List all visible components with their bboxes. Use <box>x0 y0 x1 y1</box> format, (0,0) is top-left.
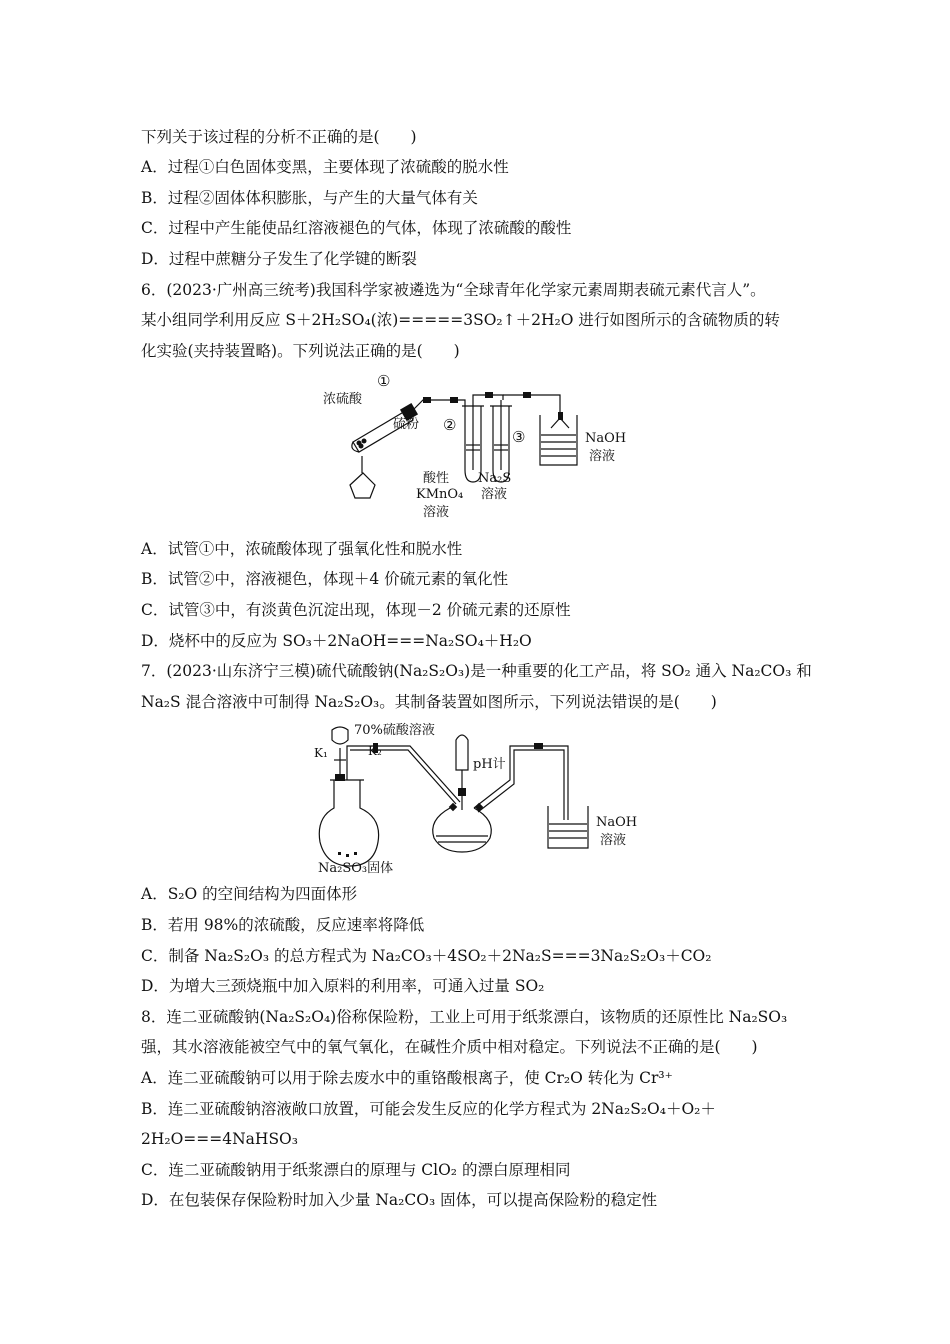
q5-option-a: A．过程①白色固体变黑，主要体现了浓硫酸的脱水性 <box>141 158 509 176</box>
q8-option-b-line-2: 2H₂O===4NaHSO₃ <box>141 1130 298 1148</box>
q8-line-1: 8．连二亚硫酸钠(Na₂S₂O₄)俗称保险粉，工业上可用于纸浆漂白，该物质的还原性比 Na₂SO₃ <box>141 1008 788 1026</box>
label-naoh-1: NaOH <box>596 815 638 830</box>
label-naoh-2: 溶液 <box>600 833 627 848</box>
q7-option-d: D．为增大三颈烧瓶中加入原料的利用率，可通入过量 SO₂ <box>141 977 545 995</box>
label-conc-acid: 浓硫酸 <box>323 392 363 407</box>
label-k1: K₁ <box>314 746 328 760</box>
q7-apparatus-figure <box>310 720 665 878</box>
q7-line-2: Na₂S 混合溶液中可制得 Na₂S₂O₃。其制备装置如图所示，下列说法错误的是( ) <box>141 693 717 711</box>
q8-option-d: D．在包装保存保险粉时加入少量 Na₂CO₃ 固体，可以提高保险粉的稳定性 <box>141 1191 658 1209</box>
q6-line-1: 6．(2023·广州高三统考)我国科学家被遴选为“全球青年化学家元素周期表硫元素代言人”。 <box>141 281 766 299</box>
alcohol-lamp <box>350 473 375 498</box>
label-acid: 70%硫酸溶液 <box>354 723 435 738</box>
q6-line-2: 某小组同学利用反应 S＋2H₂SO₄(浓)=====3SO₂↑＋2H₂O 进行如图所示的含硫物质的转 <box>141 311 780 329</box>
q5-stem: 下列关于该过程的分析不正确的是( ) <box>141 128 417 146</box>
label-sulfur: 硫粉 <box>393 417 420 432</box>
label-tube-1: ① <box>377 372 391 390</box>
label-na2so3-solid: Na₂SO₃固体 <box>318 861 394 876</box>
q6-option-a: A．试管①中，浓硫酸体现了强氧化性和脱水性 <box>141 540 463 558</box>
three-neck-flask <box>433 808 492 852</box>
label-tube-2: ② <box>443 416 457 434</box>
ph-electrode <box>456 735 468 770</box>
q6-option-c: C．试管③中，有淡黄色沉淀出现，体现－2 价硫元素的还原性 <box>141 601 571 619</box>
q8-option-c: C．连二亚硫酸钠用于纸浆漂白的原理与 ClO₂ 的漂白原理相同 <box>141 1161 571 1179</box>
q8-line-2: 强，其水溶液能被空气中的氧气氧化，在碱性介质中相对稳定。下列说法不正确的是( ) <box>141 1038 758 1056</box>
label-ph-meter: pH计 <box>473 757 506 772</box>
q8-option-a: A．连二亚硫酸钠可以用于除去废水中的重铬酸根离子，使 Cr₂O 转化为 Cr³⁺ <box>141 1069 673 1087</box>
q6-apparatus-figure <box>315 370 645 530</box>
q6-apparatus-svg <box>315 370 645 530</box>
label-na2s-2: 溶液 <box>481 487 508 502</box>
label-tube-3: ③ <box>512 428 526 446</box>
q5-option-c: C．过程中产生能使品红溶液褪色的气体，体现了浓硫酸的酸性 <box>141 219 572 237</box>
label-kmno4-2: KMnO₄ <box>416 487 464 502</box>
q7-line-1: 7．(2023·山东济宁三模)硫代硫酸钠(Na₂S₂O₃)是一种重要的化工产品，将 SO₂ 通入 Na₂CO₃ 和 <box>141 662 812 680</box>
round-bottom-flask <box>319 780 378 866</box>
label-kmno4-3: 溶液 <box>423 505 450 520</box>
q6-line-3: 化实验(夹持装置略)。下列说法正确的是( ) <box>141 342 460 360</box>
label-na2s-1: Na₂S <box>478 471 512 486</box>
q5-option-d: D．过程中蔗糖分子发生了化学键的断裂 <box>141 250 417 268</box>
separatory-funnel <box>332 727 348 744</box>
q7-option-b: B．若用 98%的浓硫酸，反应速率将降低 <box>141 916 425 934</box>
label-kmno4-1: 酸性 <box>423 471 450 486</box>
label-naoh-1: NaOH <box>585 431 627 446</box>
q6-option-b: B．试管②中，溶液褪色，体现＋4 价硫元素的氧化性 <box>141 570 509 588</box>
q7-apparatus-svg <box>310 720 665 878</box>
label-k2: K₂ <box>368 744 382 758</box>
q7-option-a: A．S₂O 的空间结构为四面体形 <box>141 885 358 903</box>
q5-option-b: B．过程②固体体积膨胀，与产生的大量气体有关 <box>141 189 478 207</box>
q7-option-c: C．制备 Na₂S₂O₃ 的总方程式为 Na₂CO₃＋4SO₂＋2Na₂S===3Na₂S₂O₃＋CO₂ <box>141 947 712 965</box>
naoh-beaker <box>540 415 577 465</box>
label-naoh-2: 溶液 <box>589 449 616 464</box>
q8-option-b-line-1: B．连二亚硫酸钠溶液敞口放置，可能会发生反应的化学方程式为 2Na₂S₂O₄＋O₂＋ <box>141 1100 716 1118</box>
q6-option-d: D．烧杯中的反应为 SO₃＋2NaOH===Na₂SO₄＋H₂O <box>141 632 532 650</box>
